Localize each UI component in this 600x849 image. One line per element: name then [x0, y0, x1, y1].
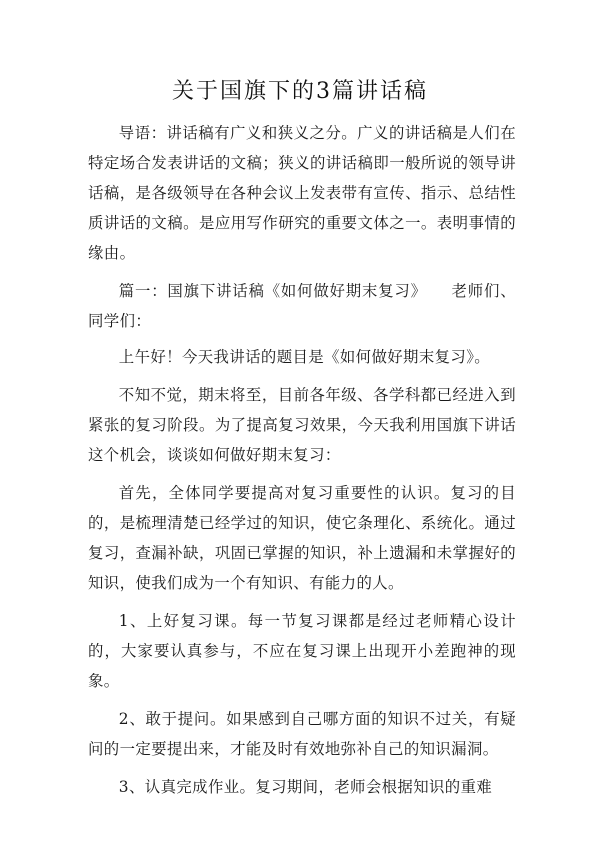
paragraph-item-3: 3、认真完成作业。复习期间，老师会根据知识的重难	[118, 778, 493, 796]
document-title: 关于国旗下的3篇讲话稿	[172, 79, 428, 104]
paragraph-greeting: 上午好！今天我讲话的题目是《如何做好期末复习》。	[118, 348, 491, 366]
paragraph-intro: 导语：讲话稿有广义和狭义之分。广义的讲话稿是人们在特定场合发表讲话的文稿；狭义的讲话稿即一般所说的领导讲话稿，是各级领导在各种会议上发表带有宣传、指示、总结性质讲话的文稿。是应用写作研究的重要文体之一。表明事情的缘由。	[88, 124, 516, 262]
document-body	[88, 118, 516, 810]
paragraph-item-1: 1、上好复习课。每一节复习课都是经过老师精心设计的，大家要认真参与，不应在复习课上出现开小差跑神的现象。	[88, 612, 516, 690]
paragraph-heading: 篇一：国旗下讲话稿《如何做好期末复习》 老师们、同学们：	[88, 282, 516, 330]
paragraph-first-point: 首先，全体同学要提高对复习重要性的认识。复习的目的，是梳理清楚已经学过的知识，使它条理化、系统化。通过复习，查漏补缺，巩固已掌握的知识，补上遗漏和未掌握好的知识，使我们成为一个有知识、有能力的人。	[88, 484, 516, 592]
paragraph-item-2: 2、敢于提问。如果感到自己哪方面的知识不过关，有疑问的一定要提出来，才能及时有效地弥补自己的知识漏洞。	[88, 710, 516, 758]
paragraph-opening: 不知不觉，期末将至，目前各年级、各学科都已经进入到紧张的复习阶段。为了提高复习效果，今天我利用国旗下讲话这个机会，谈谈如何做好期末复习：	[88, 386, 516, 464]
